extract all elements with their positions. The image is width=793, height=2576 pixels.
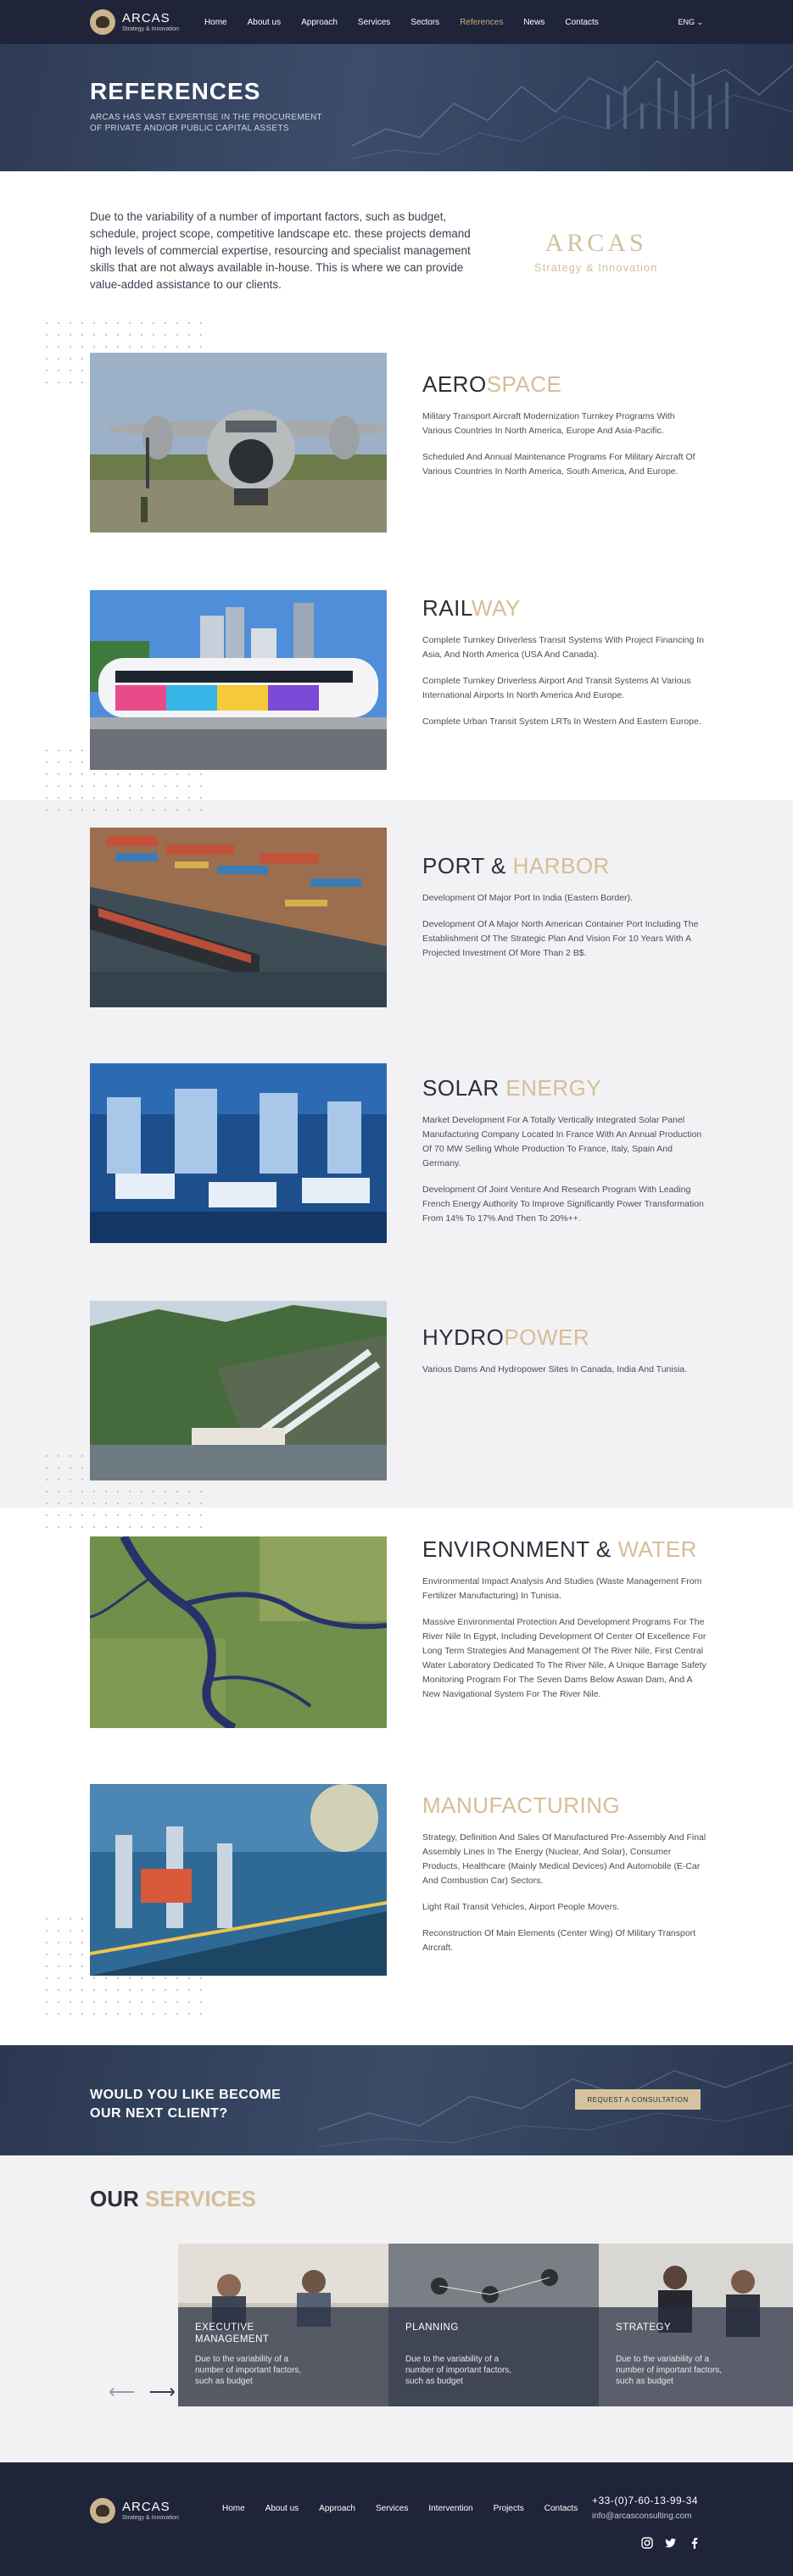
solar-factory-photo: [90, 1063, 387, 1243]
site-header: [0, 0, 793, 44]
bear-logo-icon: [90, 9, 115, 35]
aircraft-photo: [90, 353, 387, 532]
social-links: [641, 2537, 701, 2549]
dam-photo: [90, 1301, 387, 1480]
footer-contact: [592, 2495, 698, 2521]
sector-title: SOLAR ENERGY: [422, 1075, 602, 1101]
brand-name: ARCAS: [122, 2500, 170, 2514]
sector-manufacturing: [90, 1784, 709, 1979]
nav-about-us[interactable]: About us: [247, 17, 282, 27]
sector-paragraph: Strategy, Definition And Sales Of Manufactured Pre-Assembly And Final Assembly Lines In The Energy (Nuclear, And Solar), Consumer Products, Healthcare (Mainly Medical Devices) And Automobile (E-Car And Combustion Car) Sectors.: [422, 1832, 706, 1886]
hero-graph-decoration: [352, 44, 793, 171]
sector-aerospace: [90, 353, 709, 536]
bear-logo-icon: [90, 2498, 115, 2523]
sector-title: AEROSPACE: [422, 371, 562, 397]
sector-paragraph: Development Of Joint Venture And Research Program With Leading French Energy Authority To Improve Significantly Power Transformation From 14% To 17% And Then To 20%++.: [422, 1185, 704, 1224]
request-consultation-button[interactable]: REQUEST A CONSULTATION: [575, 2089, 701, 2110]
sector-solar-energy: [90, 1063, 709, 1246]
intro-logo-name: ARCAS: [544, 229, 647, 257]
footer-nav-intervention[interactable]: Intervention: [428, 2504, 473, 2513]
sector-port-harbor: [90, 828, 709, 1011]
service-card-planning[interactable]: [388, 2244, 599, 2406]
factory-line-photo: [90, 1784, 387, 1976]
sector-title: ENVIRONMENT & WATER: [422, 1536, 697, 1562]
carousel-next-arrow-icon[interactable]: ⟶: [148, 2381, 176, 2402]
sector-paragraph: Scheduled And Annual Maintenance Programs For Military Aircraft Of Various Countries In North America, South America, And Europe.: [422, 452, 695, 477]
cta-graph-decoration: [318, 2045, 793, 2155]
sector-title: RAILWAY: [422, 595, 521, 621]
phone-number[interactable]: +33-(0)7-60-13-99-34: [592, 2495, 699, 2506]
hero-banner: [0, 44, 793, 171]
sector-paragraph: Complete Turnkey Driverless Transit Systems With Project Financing In Asia, And North America (USA And Canada).: [422, 635, 705, 660]
cta-line: OUR NEXT CLIENT?: [90, 2106, 228, 2121]
cta-line: WOULD YOU LIKE BECOME: [90, 2088, 282, 2102]
footer-logo[interactable]: [90, 2498, 179, 2523]
page-subtitle: ARCAS HAS VAST EXPERTISE IN THE PROCUREMENT OF PRIVATE AND/OR PUBLIC CAPITAL ASSETS: [90, 113, 322, 133]
services-carousel: [178, 2244, 793, 2406]
logo[interactable]: [90, 9, 179, 35]
cta-heading: [90, 2086, 281, 2123]
footer-nav: [222, 2504, 578, 2513]
nav-sectors[interactable]: Sectors: [410, 17, 440, 27]
sector-paragraph: Complete Turnkey Driverless Airport And Transit Systems At Various International Airports In North America And Europe.: [422, 676, 691, 700]
sector-paragraph: Development Of Major Port In India (Eastern Border).: [422, 893, 634, 903]
services-title: OUR SERVICES: [90, 2186, 257, 2211]
service-card-title: EXECUTIVE MANAGEMENT: [195, 2322, 270, 2345]
carousel-prev-arrow-icon[interactable]: ⟵: [109, 2381, 136, 2402]
page-title: REFERENCES: [90, 78, 261, 104]
nav-references[interactable]: References: [460, 17, 504, 27]
brand-tagline: Strategy & Innovation: [122, 26, 179, 32]
main-nav: [204, 18, 599, 27]
nav-home[interactable]: Home: [204, 17, 227, 27]
footer-nav-home[interactable]: Home: [222, 2504, 245, 2513]
instagram-icon[interactable]: [641, 2537, 653, 2549]
sector-paragraph: Market Development For A Totally Vertically Integrated Solar Panel Manufacturing Company Located In France With An Annual Production Of 70 MW Selling Whole Production To France, Italy, Spain And Germany.: [422, 1115, 702, 1168]
service-card-description: Due to the variability of a number of important factors, such as budget: [195, 2355, 302, 2386]
twitter-icon[interactable]: [665, 2537, 677, 2549]
sector-paragraph: Complete Urban Transit System LRTs In Western And Eastern Europe.: [422, 716, 701, 727]
consultation-cta: [0, 2045, 793, 2155]
nav-news[interactable]: News: [523, 17, 545, 27]
nav-services[interactable]: Services: [357, 17, 391, 27]
sector-title: MANUFACTURING: [422, 1793, 621, 1818]
footer-nav-projects[interactable]: Projects: [493, 2504, 524, 2513]
sector-environment-water: [90, 1536, 709, 1731]
river-delta-photo: [90, 1536, 387, 1728]
service-card-description: Due to the variability of a number of important factors, such as budget: [616, 2355, 723, 2386]
nav-contacts[interactable]: Contacts: [565, 17, 599, 27]
sector-railway: [90, 590, 709, 773]
service-card-title: STRATEGY: [616, 2322, 672, 2333]
service-card-description: Due to the variability of a number of important factors, such as budget: [405, 2355, 512, 2386]
intro-text: Due to the variability of a number of important factors, such as budget, schedule, project scope, competitive landscape etc. these projects demand high levels of commercial expertise, resourcing and specialist management skills that are not always available in-house. This is where we can provide value-added assistance to our clients.: [90, 210, 471, 291]
site-footer: [0, 2462, 793, 2576]
footer-nav-approach[interactable]: Approach: [319, 2504, 355, 2513]
sector-paragraph: Massive Environmental Protection And Development Programs For The River Nile In Egypt, Including Development Of Center Of Excellence For Long Term Strategies And Management Of The River Nile, First Central Water Laboratory Dedicated To The River Nile, A Unique Barrage Safety Monitoring Program For The Seven Dams Below Aswan Dam, And A New Navigational System For The River Nile.: [422, 1617, 706, 1699]
footer-nav-contacts[interactable]: Contacts: [544, 2504, 578, 2513]
sector-paragraph: Various Dams And Hydropower Sites In Canada, India And Tunisia.: [422, 1364, 688, 1374]
brand-name: ARCAS: [122, 11, 170, 25]
sector-paragraph: Development Of A Major North American Container Port Including The Establishment Of The Strategic Plan And Vision For 10 Years With A Projected Investment Of More Than 2 B$.: [422, 919, 699, 958]
sector-hydropower: [90, 1301, 709, 1484]
footer-nav-about-us[interactable]: About us: [265, 2504, 299, 2513]
intro-logo-tagline: Strategy & Innovation: [534, 261, 658, 274]
sector-title: PORT & HARBOR: [422, 853, 610, 878]
sector-paragraph: Military Transport Aircraft Modernization Turnkey Programs With Various Countries In North America, Europe And Asia-Pacific.: [422, 411, 675, 436]
facebook-icon[interactable]: [689, 2537, 701, 2549]
carousel-controls: [109, 2383, 176, 2401]
service-card-strategy[interactable]: [599, 2244, 793, 2406]
sector-paragraph: Light Rail Transit Vehicles, Airport People Movers.: [422, 1902, 620, 1912]
brand-tagline: Strategy & Innovation: [122, 2515, 179, 2521]
monorail-photo: [90, 590, 387, 770]
service-card-executive-management[interactable]: [178, 2244, 388, 2406]
nav-approach[interactable]: Approach: [301, 17, 338, 27]
container-port-photo: [90, 828, 387, 1007]
sector-paragraph: Reconstruction Of Main Elements (Center Wing) Of Military Transport Aircraft.: [422, 1928, 696, 1953]
sector-title: HYDROPOWER: [422, 1324, 590, 1350]
intro-logo: [534, 229, 657, 274]
service-card-title: PLANNING: [405, 2322, 459, 2333]
email-address[interactable]: info@arcasconsulting.com: [592, 2512, 692, 2521]
sector-paragraph: Environmental Impact Analysis And Studies (Waste Management From Fertilizer Manufacturing) In Tunisia.: [422, 1576, 702, 1601]
footer-nav-services[interactable]: Services: [375, 2504, 409, 2513]
language-selector[interactable]: ENG ⌄: [678, 17, 703, 26]
